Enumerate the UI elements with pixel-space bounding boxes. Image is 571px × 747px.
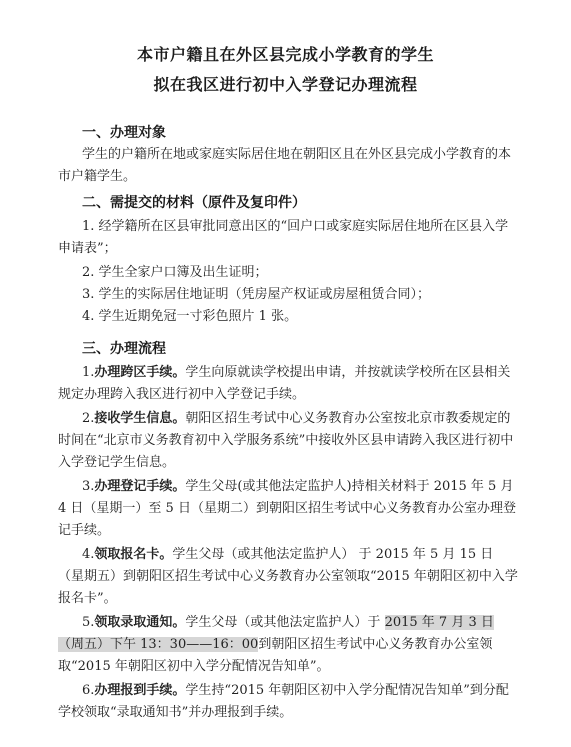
section-1-text: 学生的户籍所在地或家庭实际居住地在朝阳区且在外区县完成小学教育的本市户籍学生。	[58, 147, 512, 184]
step-4-text: 学生父母（或其他法定监护人） 于 2015 年 5 月 15 日（星期五）到朝阳区招生考试中心义务教育办公室领取“2015 年朝阳区初中入学报名卡”。	[58, 547, 518, 606]
material-item-4	[58, 306, 518, 328]
material-item-2-text: 2. 学生全家户口簿及出生证明；	[82, 265, 268, 280]
step-5-title: 领取录取通知。	[94, 615, 186, 630]
step-6-text: 学生持“2015 年朝阳区初中入学分配情况告知单”到分配学校领取“录取通知书”并办理报到手续。	[58, 683, 509, 720]
section-3-heading: 三、办理流程	[82, 341, 166, 357]
step-2-title: 接收学生信息。	[94, 411, 186, 426]
step-3-text: 学生父母(或其他法定监护人)持相关材料于 2015 年 5 月 4 日（星期一）至 5 日（星期二）到朝阳区招生考试中心义务教育办公室办理登记手续。	[58, 479, 516, 538]
material-item-1-text: 1. 经学籍所在区县审批同意出区的“回户口或家庭实际居住地所在区县入学申请表”；	[58, 219, 509, 256]
step-3-title: 办理登记手续。	[94, 479, 186, 494]
step-5-text-before: 学生父母（或其他法定监护人）于	[185, 615, 385, 630]
step-2-text: 朝阳区招生考试中心义务教育办公室按北京市教委规定的时间在“北京市义务教育初中入学服务系统”中接收外区县申请跨入我区进行初中入学登记学生信息。	[58, 411, 514, 470]
step-4-title: 领取报名卡。	[94, 547, 173, 562]
material-item-3	[58, 284, 518, 306]
document-title-line-1: 本市户籍且在外区县完成小学教育的学生	[136, 45, 434, 64]
step-5-text-after: 到朝阳区招生考试中心义务教育办公室领取“2015 年朝阳区初中入学分配情况告知单”。	[58, 637, 493, 674]
step-4-number: 4.	[82, 547, 95, 562]
step-3-number: 3.	[82, 479, 95, 494]
step-1-text: 学生向原就读学校提出申请，并按就读学校所在区县相关规定办理跨入我区进行初中入学登记手续。	[58, 365, 511, 402]
step-1-title: 办理跨区手续。	[94, 365, 186, 380]
step-1-number: 1.	[82, 365, 95, 380]
process-step-3	[58, 476, 518, 542]
step-6-title: 办理报到手续。	[94, 683, 186, 698]
process-step-6	[58, 680, 518, 724]
step-5-highlighted-time: 2015 年 7 月 3 日（周五）下午 13：30——16：00	[58, 615, 494, 652]
section-1-paragraph	[58, 144, 518, 188]
step-6-number: 6.	[82, 683, 95, 698]
process-step-4	[58, 544, 518, 610]
step-2-number: 2.	[82, 411, 95, 426]
material-item-4-text: 4. 学生近期免冠一寸彩色照片 1 张。	[82, 309, 298, 324]
document-title-line-2: 拟在我区进行初中入学登记办理流程	[153, 75, 418, 94]
step-5-number: 5.	[82, 615, 95, 630]
material-item-1	[58, 216, 518, 260]
section-1-heading: 一、办理对象	[82, 125, 166, 141]
material-item-3-text: 3. 学生的实际居住地证明（凭房屋产权证或房屋租赁合同）；	[82, 287, 431, 302]
process-step-1	[58, 362, 518, 406]
process-step-2	[58, 408, 518, 474]
material-item-2	[58, 262, 518, 284]
process-step-5	[58, 612, 518, 678]
section-2-heading: 二、需提交的材料（原件及复印件）	[82, 195, 306, 211]
